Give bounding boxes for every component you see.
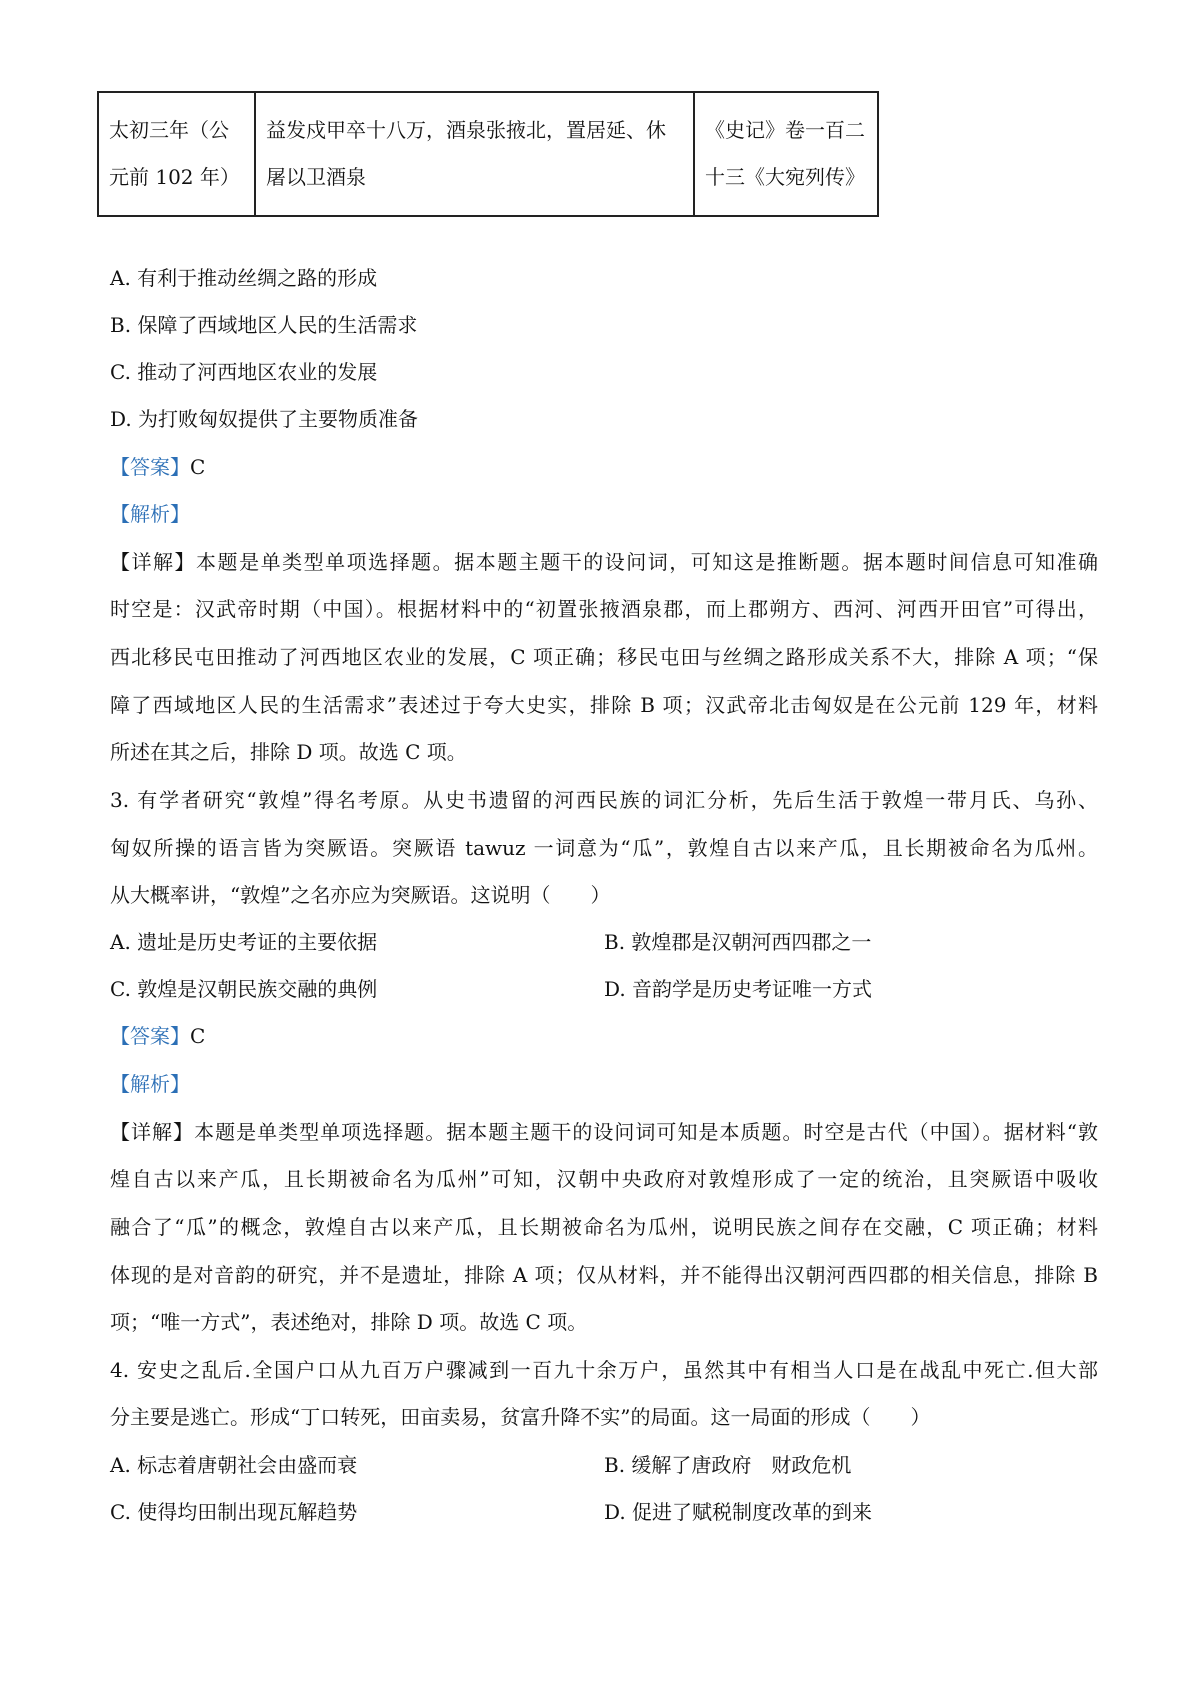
q3-detail-line: 融合了“瓜”的概念，敦煌自古以来产瓜，且长期被命名为瓜州，说明民族之间存在交融，C 项正确；材料 bbox=[110, 1215, 1098, 1239]
cell-line: 十三《大宛列传》 bbox=[705, 165, 865, 189]
cell-line: 益发戍甲卒十八万，酒泉张掖北，置居延、休 bbox=[266, 118, 666, 142]
source-table bbox=[97, 91, 879, 217]
q4-option-b: B. 缓解了唐政府 财政危机 bbox=[604, 1453, 852, 1477]
q2-detail-line: 障了西域地区人民的生活需求”表述过于夸大史实，排除 B 项；汉武帝北击匈奴是在公元前 129 年，材料 bbox=[110, 693, 1098, 717]
q3-option-b: B. 敦煌郡是汉朝河西四郡之一 bbox=[604, 930, 872, 954]
q2-analysis-tag: 【解析】 bbox=[110, 502, 190, 526]
table-cell-source bbox=[694, 92, 878, 216]
q4-stem-line: 分主要是逃亡。形成“丁口转死，田亩卖易，贫富升降不实”的局面。这一局面的形成（ ） bbox=[110, 1405, 931, 1429]
answer-tag: 【答案】 bbox=[110, 1024, 190, 1048]
q2-option-d: D. 为打败匈奴提供了主要物质准备 bbox=[110, 407, 419, 431]
q3-analysis-tag: 【解析】 bbox=[110, 1072, 190, 1096]
answer-tag: 【答案】 bbox=[110, 455, 190, 479]
q3-detail-line: 【详解】本题是单类型单项选择题。据本题主题干的设问词可知是本质题。时空是古代（中国）。据材料“敦 bbox=[110, 1120, 1098, 1144]
q3-stem-line: 从大概率讲，“敦煌”之名亦应为突厥语。这说明（ ） bbox=[110, 883, 611, 907]
q3-detail-line: 体现的是对音韵的研究，并不是遗址，排除 A 项；仅从材料，并不能得出汉朝河西四郡的相关信息，排除 B bbox=[110, 1263, 1098, 1287]
q3-detail-line: 煌自古以来产瓜，且长期被命名为瓜州”可知，汉朝中央政府对敦煌形成了一定的统治，且突厥语中吸收 bbox=[110, 1167, 1098, 1191]
table-cell-event bbox=[255, 92, 694, 216]
q4-stem-line: 4. 安史之乱后.全国户口从九百万户骤减到一百九十余万户，虽然其中有相当人口是在战乱中死亡.但大部 bbox=[110, 1358, 1098, 1382]
q3-option-c: C. 敦煌是汉朝民族交融的典例 bbox=[110, 977, 378, 1001]
q4-option-c: C. 使得均田制出现瓦解趋势 bbox=[110, 1500, 358, 1524]
answer-value: C bbox=[190, 455, 206, 479]
answer-value: C bbox=[190, 1024, 206, 1048]
cell-line: 屠以卫酒泉 bbox=[266, 165, 366, 189]
q3-answer bbox=[110, 1021, 205, 1051]
cell-line: 元前 102 年） bbox=[109, 165, 240, 189]
table-cell-date bbox=[98, 92, 255, 216]
table-row bbox=[98, 92, 878, 216]
q3-option-d: D. 音韵学是历史考证唯一方式 bbox=[604, 977, 873, 1001]
q3-option-a: A. 遗址是历史考证的主要依据 bbox=[110, 930, 378, 954]
q2-answer bbox=[110, 452, 205, 482]
q3-detail-line: 项；“唯一方式”，表述绝对，排除 D 项。故选 C 项。 bbox=[110, 1310, 588, 1334]
cell-line: 《史记》卷一百二 bbox=[705, 118, 865, 142]
q2-option-c: C. 推动了河西地区农业的发展 bbox=[110, 360, 378, 384]
q2-detail-line: 时空是：汉武帝时期（中国）。根据材料中的“初置张掖酒泉郡，而上郡朔方、西河、河西开田官”可得出， bbox=[110, 597, 1098, 621]
q2-detail-line: 所述在其之后，排除 D 项。故选 C 项。 bbox=[110, 740, 467, 764]
q4-option-a: A. 标志着唐朝社会由盛而衰 bbox=[110, 1453, 358, 1477]
q2-option-a: A. 有利于推动丝绸之路的形成 bbox=[110, 266, 378, 290]
q3-stem-line: 匈奴所操的语言皆为突厥语。突厥语 tawuz 一词意为“瓜”，敦煌自古以来产瓜，且长期被命名为瓜州。 bbox=[110, 836, 1098, 860]
q2-detail-line: 【详解】本题是单类型单项选择题。据本题主题干的设问词，可知这是推断题。据本题时间信息可知准确 bbox=[110, 550, 1098, 574]
q3-stem-line: 3. 有学者研究“敦煌”得名考原。从史书遗留的河西民族的词汇分析，先后生活于敦煌一带月氏、乌孙、 bbox=[110, 788, 1098, 812]
q2-option-b: B. 保障了西域地区人民的生活需求 bbox=[110, 313, 418, 337]
q4-option-d: D. 促进了赋税制度改革的到来 bbox=[604, 1500, 873, 1524]
cell-line: 太初三年（公 bbox=[109, 118, 229, 142]
q2-detail-line: 西北移民屯田推动了河西地区农业的发展，C 项正确；移民屯田与丝绸之路形成关系不大，排除 A 项；“保 bbox=[110, 645, 1098, 669]
